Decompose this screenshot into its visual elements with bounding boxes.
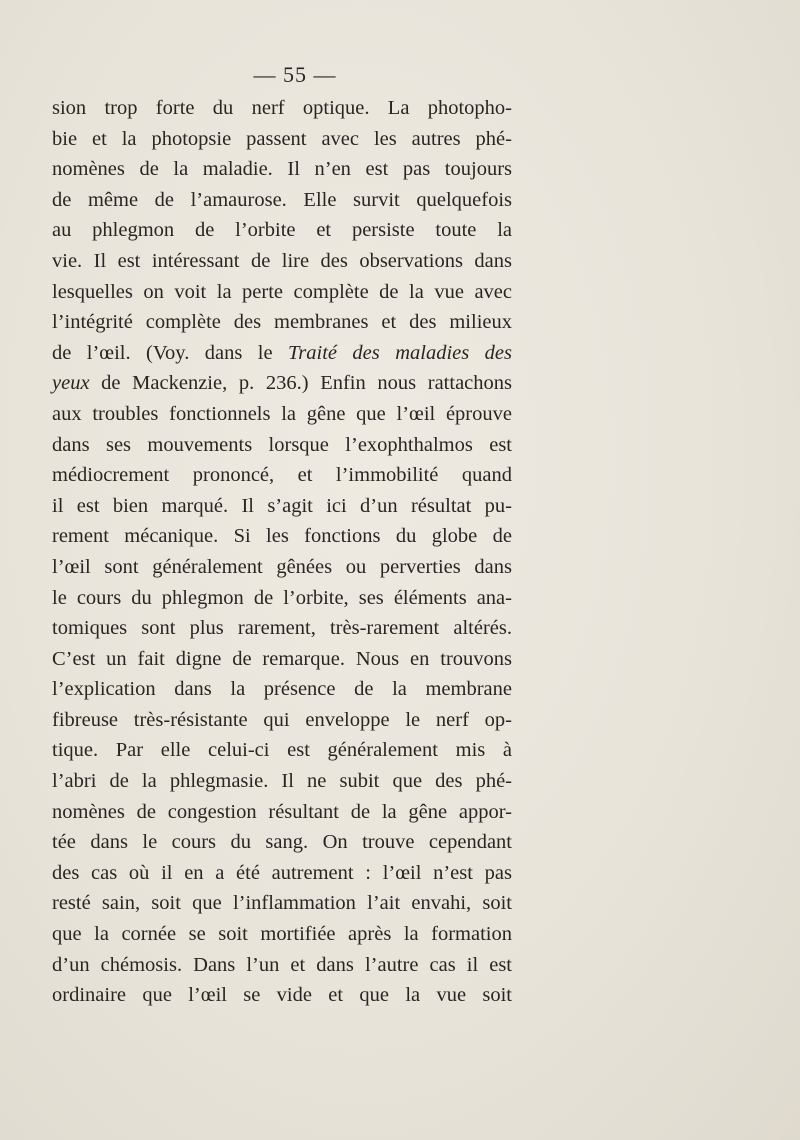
page-number: — 55 — [253,62,337,87]
text-span: nomènes de la maladie. Il n’en est pas toujours [52,158,512,181]
text-line [52,338,512,369]
text-span: tique. Par elle celui-ci est généralement mis à [52,739,512,762]
text-line [52,827,512,858]
text-line [52,705,512,736]
text-line [52,277,512,308]
text-line [52,307,512,338]
italic-text-span: Traité des maladies des [288,341,512,364]
text-span: des cas où il en a été autrement : l’œil n’est pas [52,861,512,884]
text-span: dans ses mouvements lorsque l’exophthalmos est [52,433,512,456]
body-text [52,93,512,1011]
text-line [52,980,512,1011]
text-line [52,491,512,522]
text-line [52,919,512,950]
text-line [52,430,512,461]
italic-text-span: yeux [52,372,90,395]
text-line [52,521,512,552]
text-line [52,766,512,797]
text-span: le cours du phlegmon de l’orbite, ses éléments ana- [52,586,512,609]
text-line [52,368,512,399]
text-span: tomiques sont plus rarement, très-rarement altérés. [52,617,512,640]
text-span: d’un chémosis. Dans l’un et dans l’autre cas il est [52,953,512,976]
text-span: l’intégrité complète des membranes et des milieux [52,311,512,334]
text-line [52,644,512,675]
text-line [52,858,512,889]
text-line [52,124,512,155]
text-line [52,674,512,705]
text-span: l’abri de la phlegmasie. Il ne subit que des phé- [52,770,512,793]
text-line [52,950,512,981]
text-line [52,399,512,430]
text-span: vie. Il est intéressant de lire des observations dans [52,249,512,272]
text-line [52,888,512,919]
text-line [52,154,512,185]
text-span: resté sain, soit que l’inflammation l’ait envahi, soit [52,892,512,915]
text-span: que la cornée se soit mortifiée après la formation [52,923,512,946]
text-line [52,460,512,491]
text-span: l’œil sont généralement gênées ou perverties dans [52,555,512,578]
text-span: au phlegmon de l’orbite et persiste toute la [52,219,512,242]
text-span: médiocrement prononcé, et l’immobilité quand [52,464,512,487]
text-span: C’est un fait digne de remarque. Nous en trouvons [52,647,512,670]
text-line [52,246,512,277]
text-line [52,797,512,828]
text-span: nomènes de congestion résultant de la gêne appor- [52,800,512,823]
text-span: fibreuse très-résistante qui enveloppe le nerf op- [52,708,512,731]
text-line [52,735,512,766]
text-span: sion trop forte du nerf optique. La photopho- [52,97,512,119]
text-line [52,583,512,614]
text-span: de même de l’amaurose. Elle survit quelquefois [52,188,512,211]
text-line [52,215,512,246]
text-line [52,93,512,124]
text-span: bie et la photopsie passent avec les autres phé- [52,127,512,150]
text-span: rement mécanique. Si les fonctions du globe de [52,525,512,548]
text-span: de Mackenzie, p. 236.) Enfin nous rattachons [89,372,512,395]
text-span: lesquelles on voit la perte complète de la vue avec [52,280,512,303]
text-line [52,552,512,583]
text-line [52,185,512,216]
text-span: l’explication dans la présence de la membrane [52,678,512,701]
text-span: de l’œil. (Voy. dans le [52,341,289,364]
text-line [52,613,512,644]
text-span: ordinaire que l’œil se vide et que la vue soit [52,984,512,1007]
text-span: aux troubles fonctionnels la gêne que l’œil éprouve [52,402,512,425]
text-span: il est bien marqué. Il s’agit ici d’un résultat pu- [52,494,512,517]
text-span: tée dans le cours du sang. On trouve cependant [52,831,512,854]
